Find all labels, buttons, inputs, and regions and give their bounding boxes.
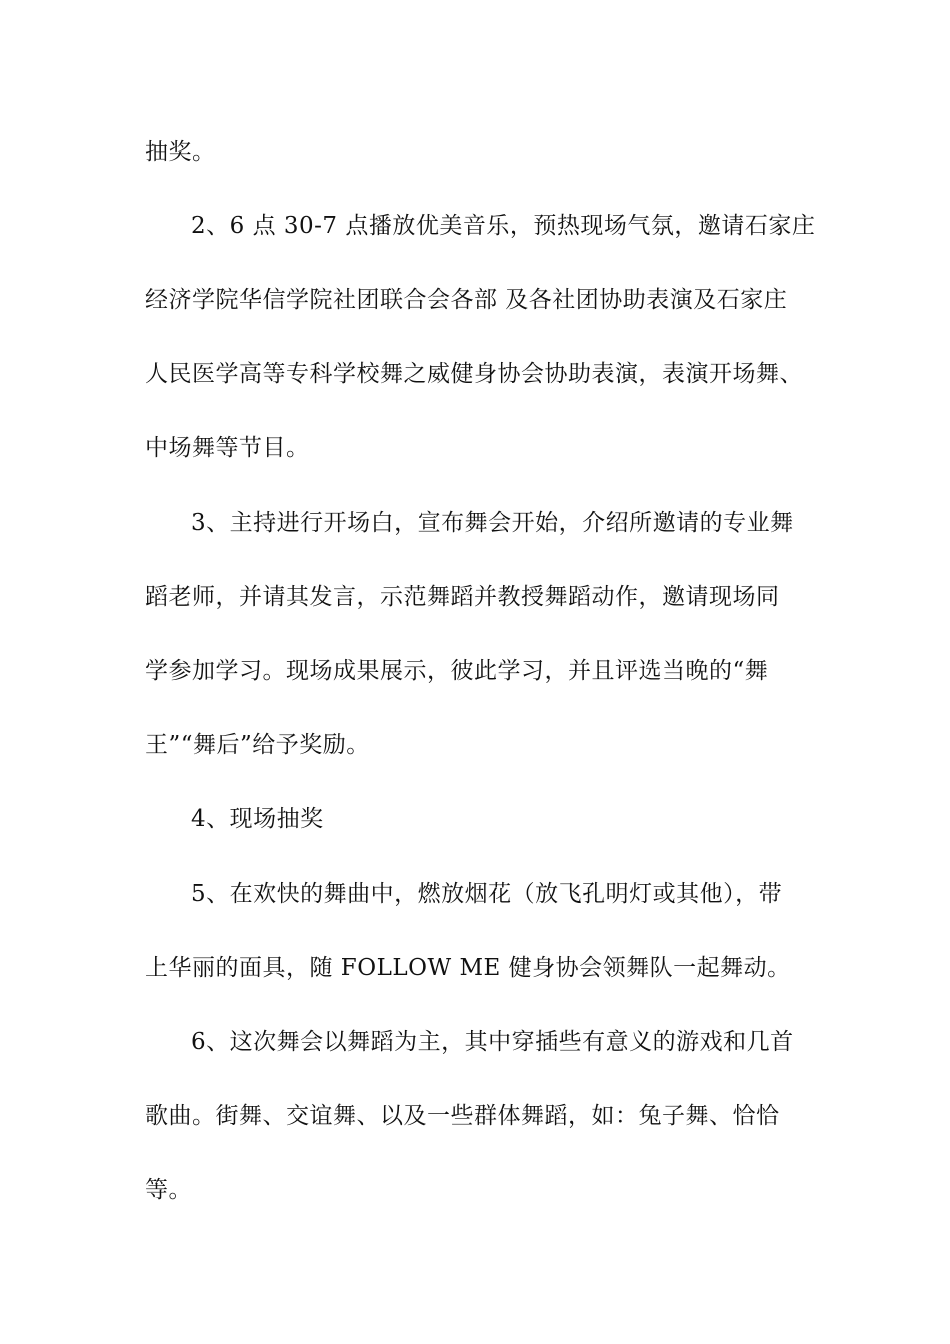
text-line-5: 中场舞等节目。 [145,435,310,461]
text-line-1: 抽奖。 [145,139,216,165]
text-line-8: 学参加学习。现场成果展示，彼此学习，并且评选当晚的“舞 [145,658,769,684]
text-line-7: 蹈老师，并请其发言，示范舞蹈并教授舞蹈动作，邀请现场同 [145,584,780,610]
text-line-12: 上华丽的面具，随 FOLLOW ME 健身协会领舞队一起舞动。 [145,955,791,981]
text-line-11: 5、在欢快的舞曲中，燃放烟花（放飞孔明灯或其他），带 [191,881,783,907]
text-line-10: 4、现场抽奖 [191,806,324,832]
text-line-2: 2、6 点 30-7 点播放优美音乐，预热现场气氛，邀请石家庄 [191,213,816,239]
text-line-3: 经济学院华信学院社团联合会各部 及各社团协助表演及石家庄 [145,287,788,313]
text-line-6: 3、主持进行开场白，宣布舞会开始，介绍所邀请的专业舞 [191,510,794,536]
text-line-4: 人民医学高等专科学校舞之威健身协会协助表演，表演开场舞、 [145,361,803,387]
text-line-15: 等。 [145,1177,192,1203]
text-line-13: 6、这次舞会以舞蹈为主，其中穿插些有意义的游戏和几首 [191,1029,794,1055]
text-line-14: 歌曲。街舞、交谊舞、以及一些群体舞蹈，如：兔子舞、恰恰 [145,1103,780,1129]
text-line-9: 王”“舞后”给予奖励。 [145,732,370,758]
